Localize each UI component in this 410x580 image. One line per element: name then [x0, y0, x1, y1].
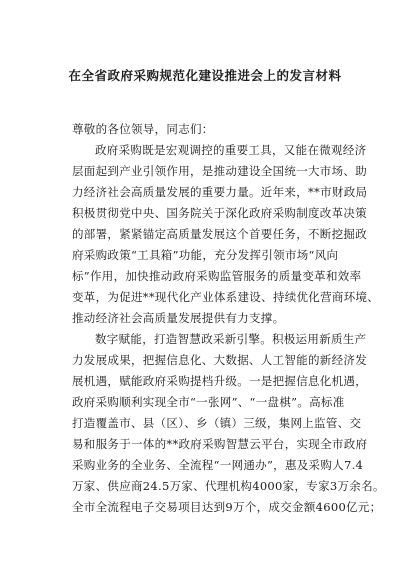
document-title: 在全省政府采购规范化建设推进会上的发言材料	[68, 68, 342, 83]
paragraph-line: 标”作用，加快推动政府采购监管服务的质量变革和效率	[72, 269, 362, 283]
paragraph-1	[72, 140, 380, 329]
paragraph-line: 全市全流程电子交易项目达到9万个，成交金额4600亿元；	[72, 500, 382, 514]
paragraph-line: 府采购政策“工具箱”功能，充分发挥引领市场“风向	[72, 248, 339, 262]
salutation-line: 尊敬的各位领导，同志们：	[72, 122, 214, 136]
paragraph-line: 积极贯彻党中央、国务院关于深化政府采购制度改革决策	[72, 206, 367, 220]
paragraph-line: 层面起到产业引领作用，是推动建设全国统一大市场、助	[72, 164, 367, 178]
paragraph-line: 力发展成果，把握信息化、大数据、人工智能的新经济发	[72, 353, 367, 367]
paragraph-line: 数字赋能，打造智慧政采新引擎。积极运用新质生产	[95, 332, 367, 346]
paragraph-line: 的部署，紧紧锚定高质量发展这个首要任务，不断挖掘政	[72, 227, 367, 241]
paragraph-line: 展机遇，赋能政府采购提档升级。一是把握信息化机遇，	[72, 374, 367, 388]
paragraph-line: 政府采购既是宏观调控的重要工具，又能在微观经济	[95, 143, 367, 157]
paragraph-line: 采购业务的全业务、全流程“一网通办”，惠及采购人7.4	[72, 458, 364, 472]
paragraph-line: 政府采购顺利实现全市“一张网”、“一盘棋”。高标准	[72, 395, 345, 409]
paragraph-line: 万家、供应商24.5万家、代理机构4000家，专家3万余名。	[72, 479, 385, 493]
paragraph-2	[72, 329, 385, 518]
salutation	[72, 119, 348, 140]
paragraph-line: 变革，为促进**现代化产业体系建设、持续优化营商环境、	[72, 290, 380, 304]
paragraph-line: 力经济社会高质量发展的重要力量。近年来，**市财政局	[72, 185, 368, 199]
paragraph-line: 打造覆盖市、县（区）、乡（镇）三级，集网上监管、交	[72, 416, 362, 430]
document-body	[72, 119, 385, 518]
paragraph-line: 推动经济社会高质量发展提供有力支撑。	[72, 311, 285, 325]
paragraph-line: 易和服务于一体的**政府采购智慧云平台，实现全市政府	[72, 437, 368, 451]
